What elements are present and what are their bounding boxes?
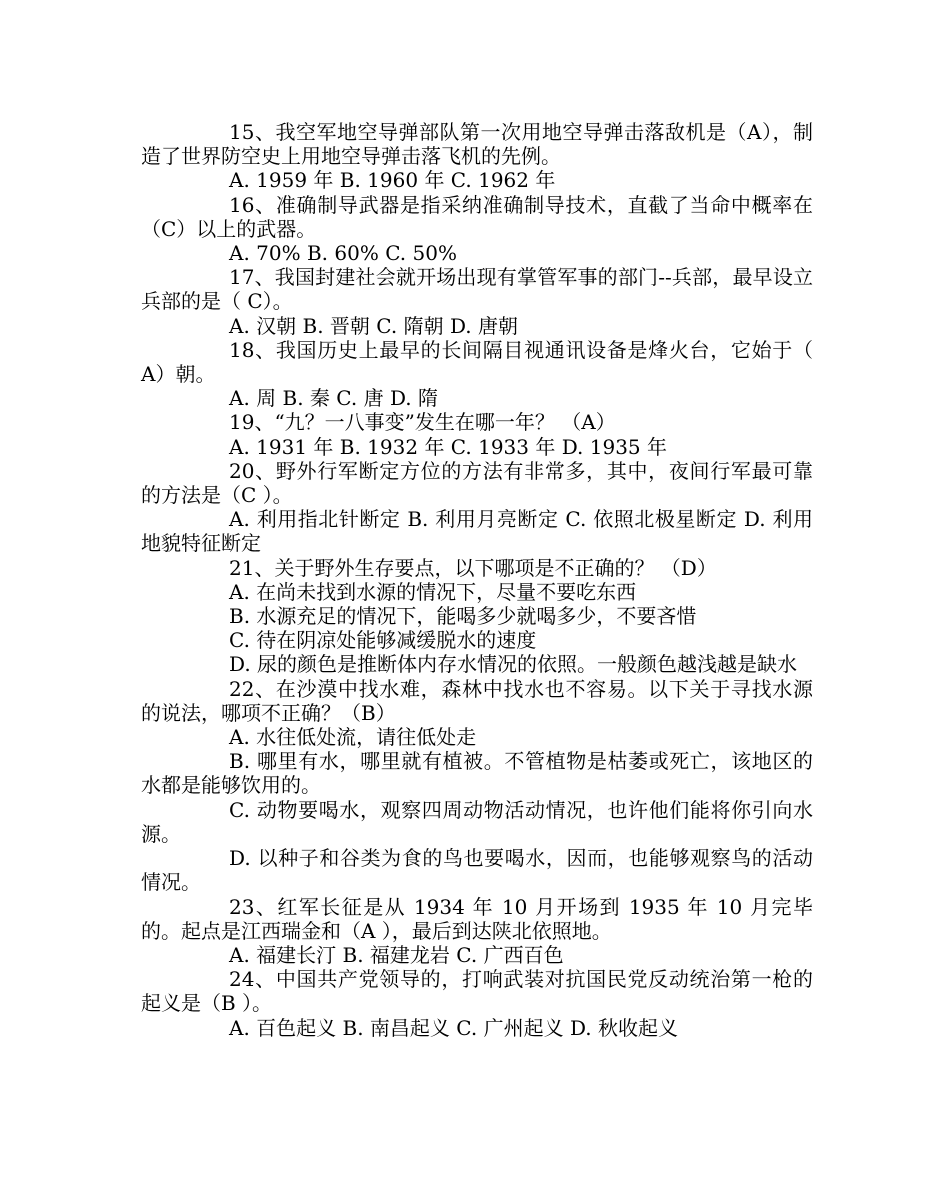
question-21-option-d: D. 尿的颜色是推断体内存水情况的依照。一般颜色越浅越是缺水	[229, 652, 798, 677]
question-19: 19、“九？一八事变”发生在哪一年？ （A）	[229, 410, 616, 435]
question-24: 24、中国共产党领导的，打响武装对抗国民党反动统治第一枪的起义是（B ）。	[141, 967, 813, 1016]
question-15-options: A. 1959 年 B. 1960 年 C. 1962 年	[229, 168, 556, 193]
question-21-option-a: A. 在尚未找到水源的情况下，尽量不要吃东西	[229, 579, 637, 604]
question-21-option-c: C. 待在阴凉处能够减缓脱水的速度	[229, 628, 537, 653]
question-17: 17、我国封建社会就开场出现有掌管军事的部门--兵部，最早设立兵部的是（ C）。	[141, 265, 813, 314]
question-list	[141, 120, 820, 1040]
question-20-options: A. 利用指北针断定 B. 利用月亮断定 C. 依照北极星断定 D. 利用地貌特征断定	[141, 507, 813, 556]
question-22-option-a: A. 水往低处流，请往低处走	[229, 725, 477, 750]
question-18-options: A. 周 B. 秦 C. 唐 D. 隋	[229, 386, 438, 411]
question-23: 23、红军长征是从 1934 年 10 月开场到 1935 年 10 月完毕的。起点是江西瑞金和（A ），最后到达陕北依照地。	[141, 894, 813, 943]
question-19-options: A. 1931 年 B. 1932 年 C. 1933 年 D. 1935 年	[229, 434, 668, 459]
question-16-options: A. 70% B. 60% C. 50%	[229, 241, 457, 266]
question-16: 16、准确制导武器是指采纳准确制导技术，直截了当命中概率在（C）以上的武器。	[141, 192, 813, 241]
question-22-option-c: C. 动物要喝水，观察四周动物活动情况，也许他们能将你引向水源。	[141, 797, 813, 846]
question-21-option-b: B. 水源充足的情况下，能喝多少就喝多少，不要吝惜	[229, 604, 697, 629]
question-22-option-d: D. 以种子和谷类为食的鸟也要喝水，因而，也能够观察鸟的活动情况。	[141, 846, 813, 895]
question-22: 22、在沙漠中找水难，森林中找水也不容易。以下关于寻找水源的说法，哪项不正确？（B）	[141, 676, 813, 725]
question-18: 18、我国历史上最早的长间隔目视通讯设备是烽火台，它始于（ A）朝。	[141, 337, 820, 387]
question-20: 20、野外行军断定方位的方法有非常多，其中，夜间行军最可靠的方法是（C ）。	[141, 458, 813, 508]
question-24-options: A. 百色起义 B. 南昌起义 C. 广州起义 D. 秋收起义	[229, 1015, 678, 1040]
question-23-options: A. 福建长汀 B. 福建龙岩 C. 广西百色	[229, 942, 564, 967]
question-22-option-b: B. 哪里有水，哪里就有植被。不管植物是枯萎或死亡，该地区的水都是能够饮用的。	[141, 749, 813, 798]
question-15: 15、我空军地空导弹部队第一次用地空导弹击落敌机是（A），制造了世界防空史上用地空导弹击落飞机的先例。	[141, 120, 813, 169]
question-21: 21、关于野外生存要点，以下哪项是不正确的？ （D）	[229, 555, 717, 580]
question-17-options: A. 汉朝 B. 晋朝 C. 隋朝 D. 唐朝	[229, 313, 518, 338]
